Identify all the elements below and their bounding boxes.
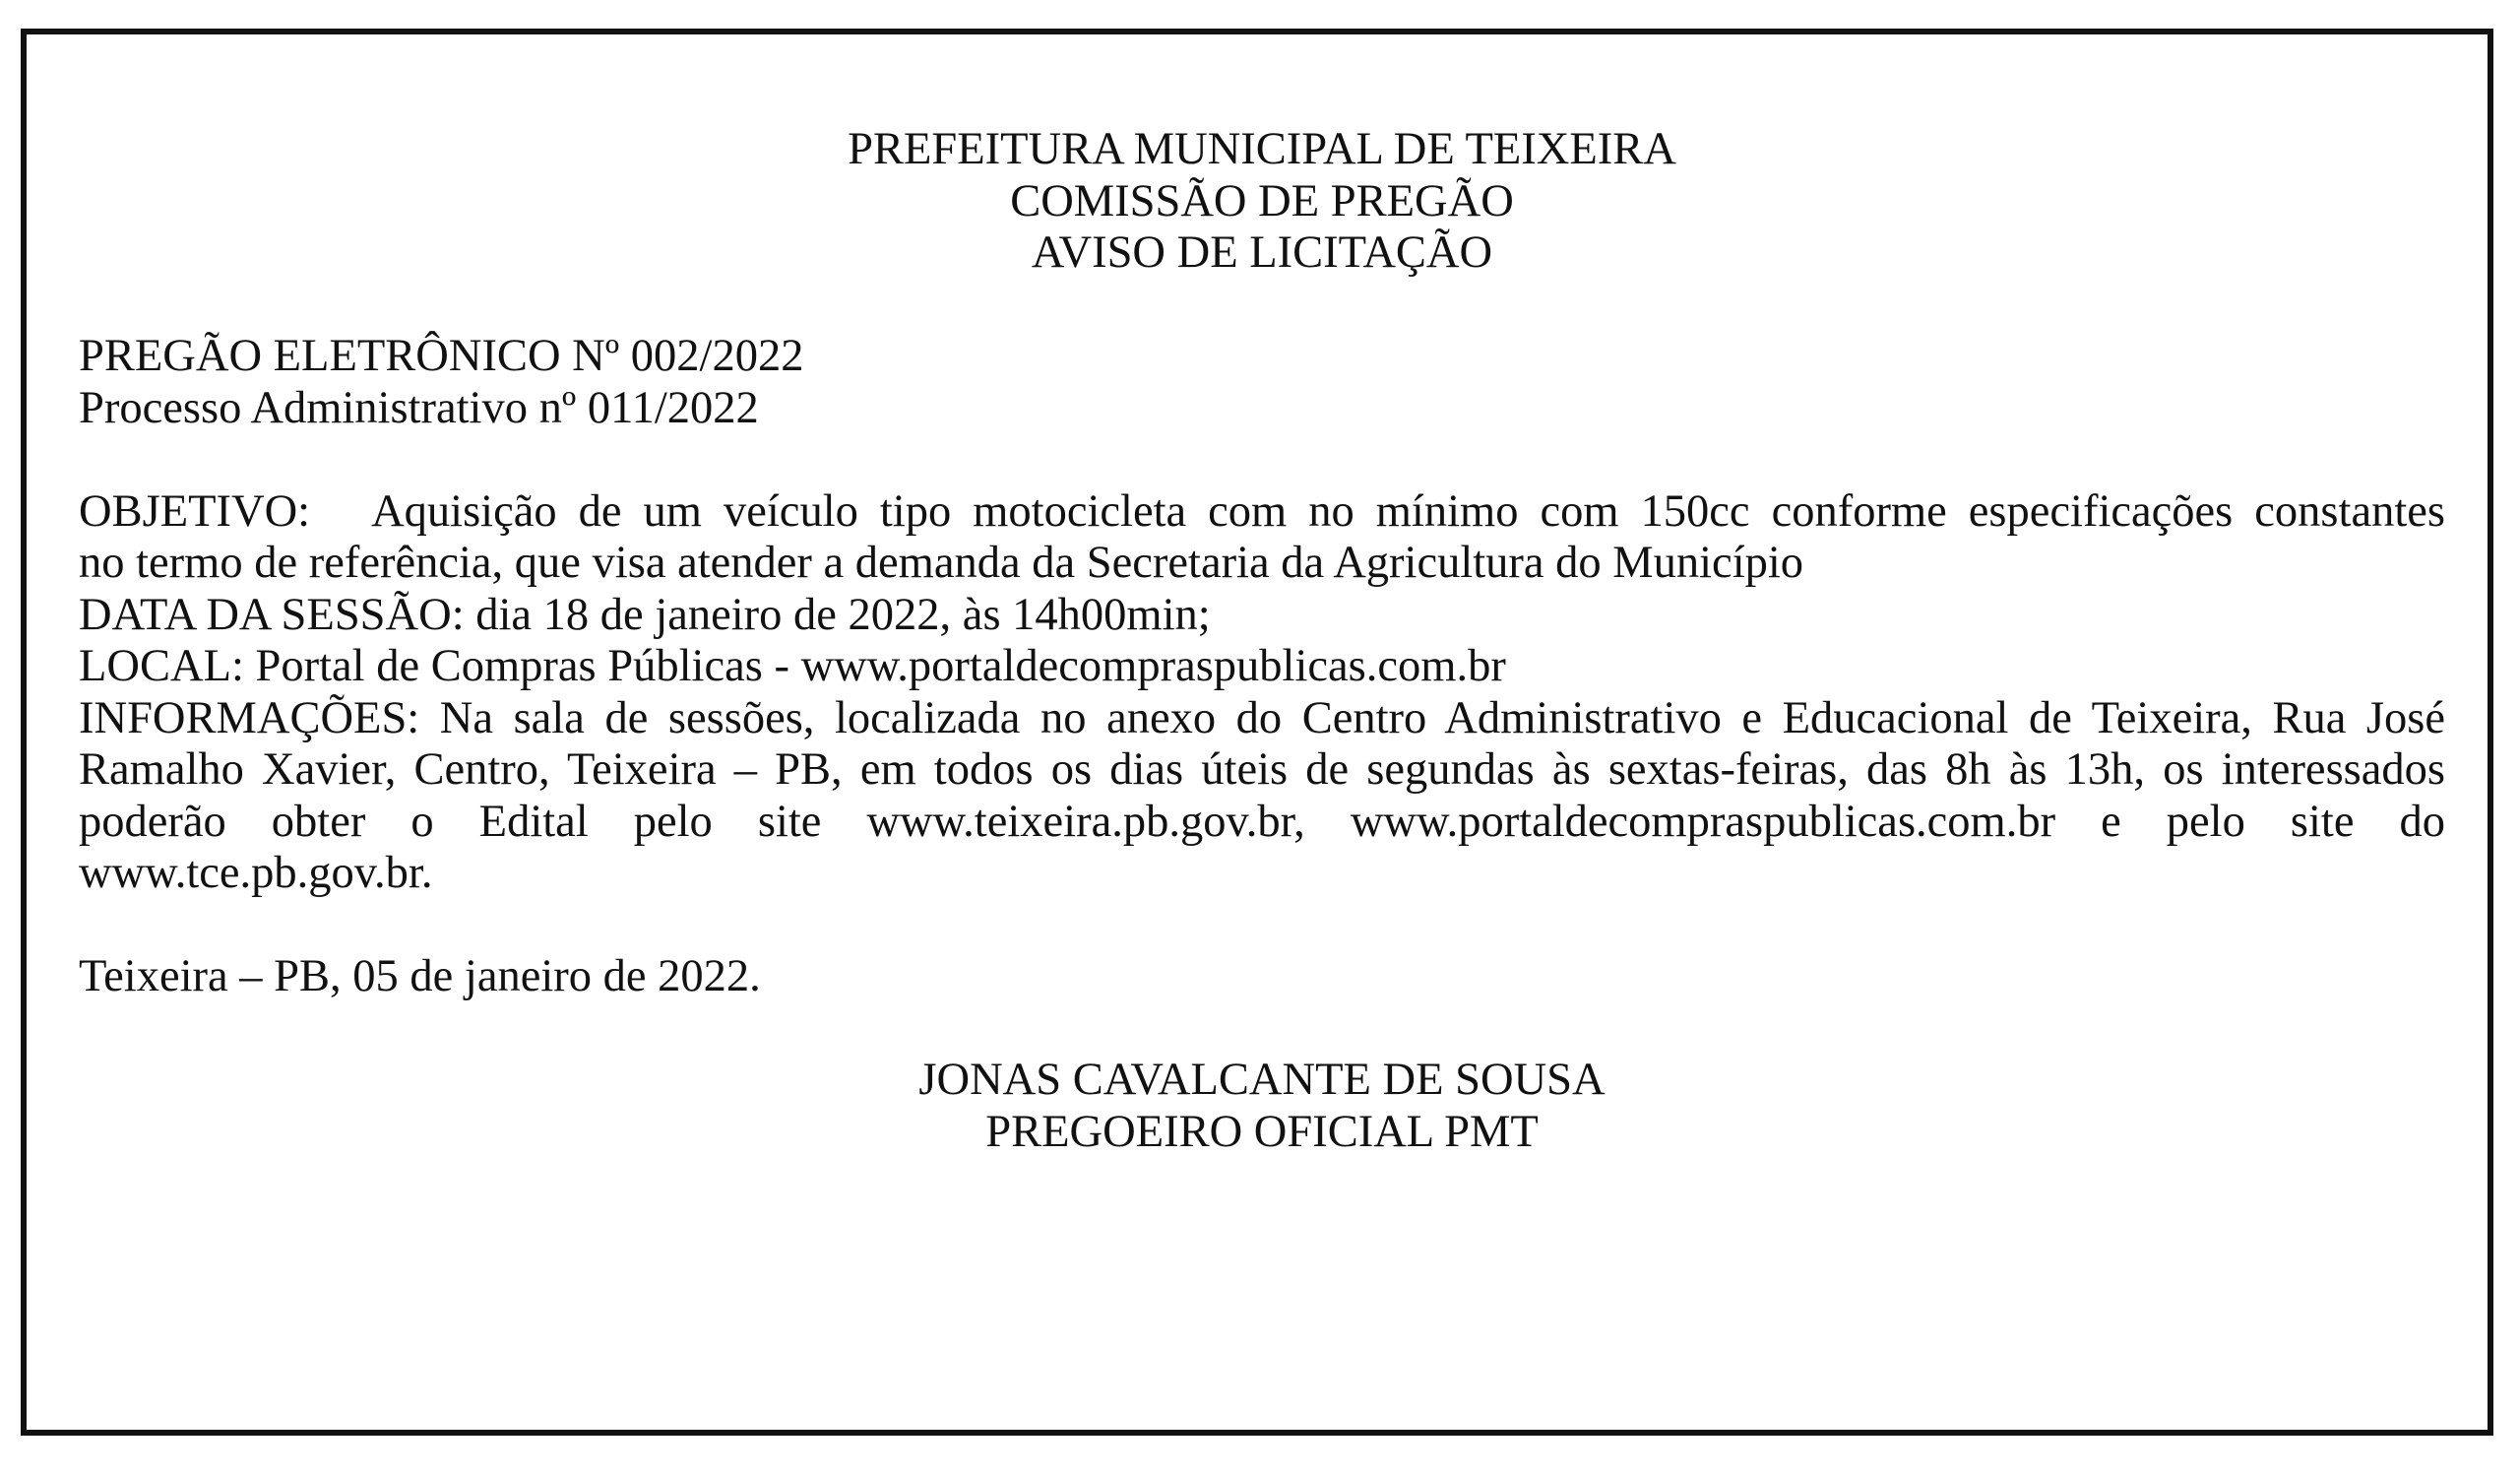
header-commission: COMISSÃO DE PREGÃO xyxy=(1010,175,1514,226)
objective-label: OBJETIVO: xyxy=(79,485,311,537)
objective-line-2: no termo de referência, que visa atender a demanda da Secretaria da Agricultura do Município xyxy=(79,538,1804,588)
info-line-2: Ramalho Xavier, Centro, Teixeira – PB, em todos os dias úteis de segundas às sextas-feiras, das 8h às 13h, os interessados xyxy=(79,744,2445,795)
notice-body xyxy=(79,486,2445,900)
objective-line-1 xyxy=(79,486,2445,539)
signature-block xyxy=(79,1055,2445,1158)
header-notice-title: AVISO DE LICITAÇÃO xyxy=(1031,227,1493,278)
header-municipality: PREFEITURA MUNICIPAL DE TEIXEIRA xyxy=(848,124,1676,174)
info-line-1: INFORMAÇÕES: Na sala de sessões, localizada no anexo do Centro Administrativo e Educacional de Teixeira, Rua José xyxy=(79,692,2445,743)
objective-text-1: Aquisição de um veículo tipo motocicleta com no mínimo com 150cc conforme especificações constantes xyxy=(371,485,2445,537)
process-number: Processo Administrativo nº 011/2022 xyxy=(79,382,759,433)
signatory-title: PREGOEIRO OFICIAL PMT xyxy=(985,1106,1539,1157)
pregao-number: PREGÃO ELETRÔNICO Nº 002/2022 xyxy=(79,331,804,381)
notice-content xyxy=(79,124,2445,1158)
notice-reference xyxy=(79,331,2445,434)
signatory-name: JONAS CAVALCANTE DE SOUSA xyxy=(918,1055,1606,1105)
date-place: Teixeira – PB, 05 de janeiro de 2022. xyxy=(79,951,761,1001)
session-date: DATA DA SESSÃO: dia 18 de janeiro de 2022, às 14h00min; xyxy=(79,589,1211,640)
session-location: LOCAL: Portal de Compras Públicas - www.portaldecompraspublicas.com.br xyxy=(79,641,1506,691)
notice-header xyxy=(79,124,2445,280)
info-line-3: poderão obter o Edital pelo site www.teixeira.pb.gov.br, www.portaldecompraspublicas.com.br e pelo site do xyxy=(79,796,2445,847)
info-line-4: www.tce.pb.gov.br. xyxy=(79,848,433,898)
